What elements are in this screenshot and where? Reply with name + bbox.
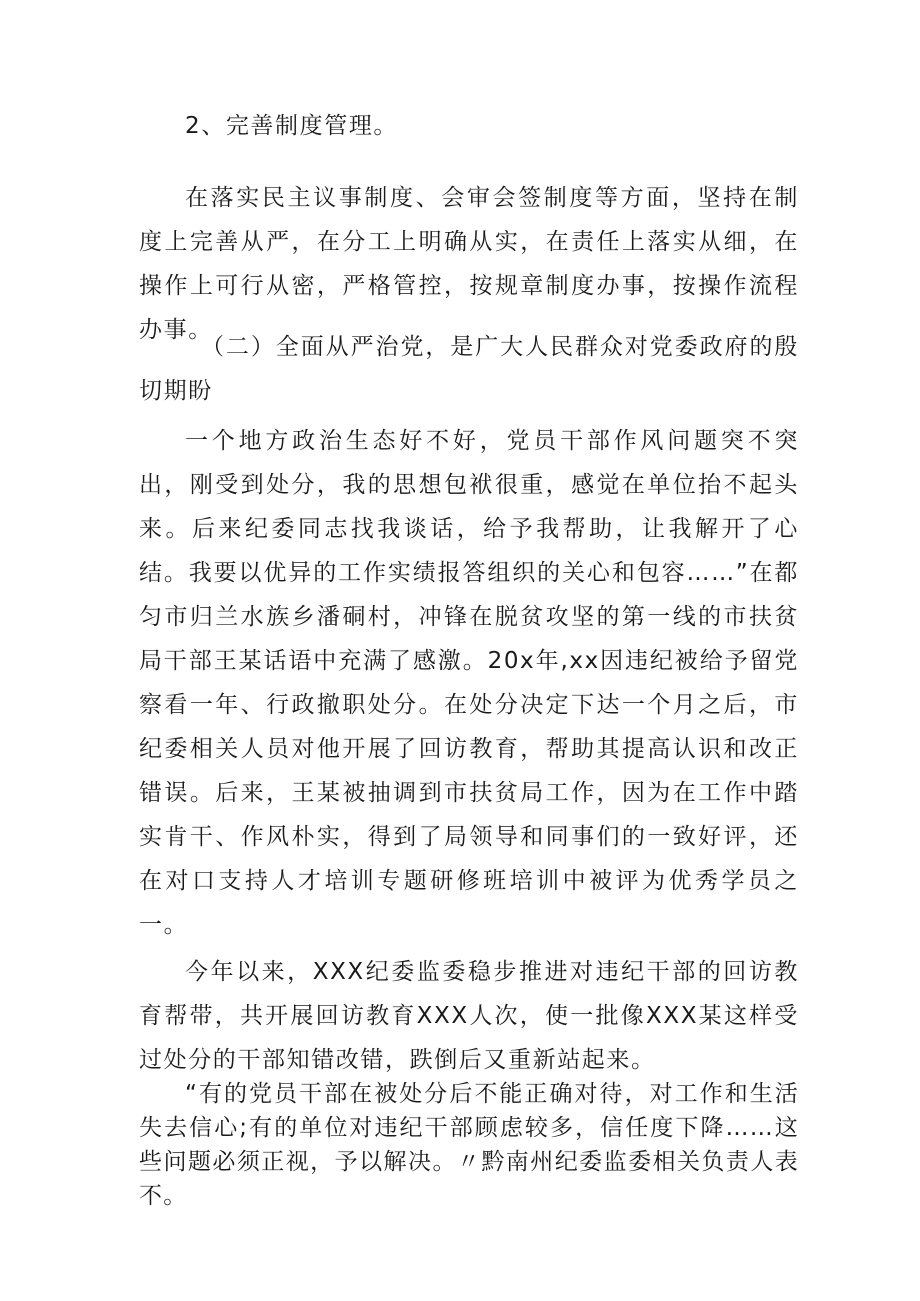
paragraph-case-story: 一个地方政治生态好不好，党员干部作风问题突不突出，刚受到处分，我的思想包袱很重，感觉在单位抬不起头来。后来纪委同志找我谈话，给予我帮助，让我解开了心结。我要以优异的工作实绩报答组织的关心和包容……”在都匀市归兰水族乡潘硐村，冲锋在脱贫攻坚的第一线的市扶贫局干部王某话语中充满了感激。20x年,xx因违纪被给予留党察看一年、行政撤职处分。在处分决定下达一个月之后，市纪委相关人员对他开展了回访教育，帮助其提高认识和改正错误。后来，王某被抽调到市扶贫局工作，因为在工作中踏实肯干、作风朴实，得到了局领导和同事们的一致好评，还在对口支持人才培训专题研修班培训中被评为优秀学员之一。	[139, 428, 799, 938]
paragraph-official-quote: “有的党员干部在被处分后不能正确对待，对工作和生活失去信心;有的单位对违纪干部顾虑较多，信任度下降……这些问题必须正视，予以解决。〃黔南州纪委监委相关负责人表不。	[139, 1081, 799, 1209]
paragraph-system-implementation: 在落实民主议事制度、会审会签制度等方面，坚持在制度上完善从严，在分工上明确从实，在责任上落实从细，在操作上可行从密，严格管控，按规章制度办事，按操作流程办事。	[139, 185, 799, 343]
section-heading: 2、完善制度管理。	[185, 113, 399, 139]
paragraph-revisit-education: 今年以来，XXX纪委监委稳步推进对违纪干部的回访教育帮带，共开展回访教育XXX人次，使一批像XXX某这样受过处分的干部知错改错，跌倒后又重新站起来。	[139, 959, 799, 1073]
subsection-heading: （二）全面从严治党，是广大人民群众对党委政府的殷切期盼	[139, 334, 799, 404]
